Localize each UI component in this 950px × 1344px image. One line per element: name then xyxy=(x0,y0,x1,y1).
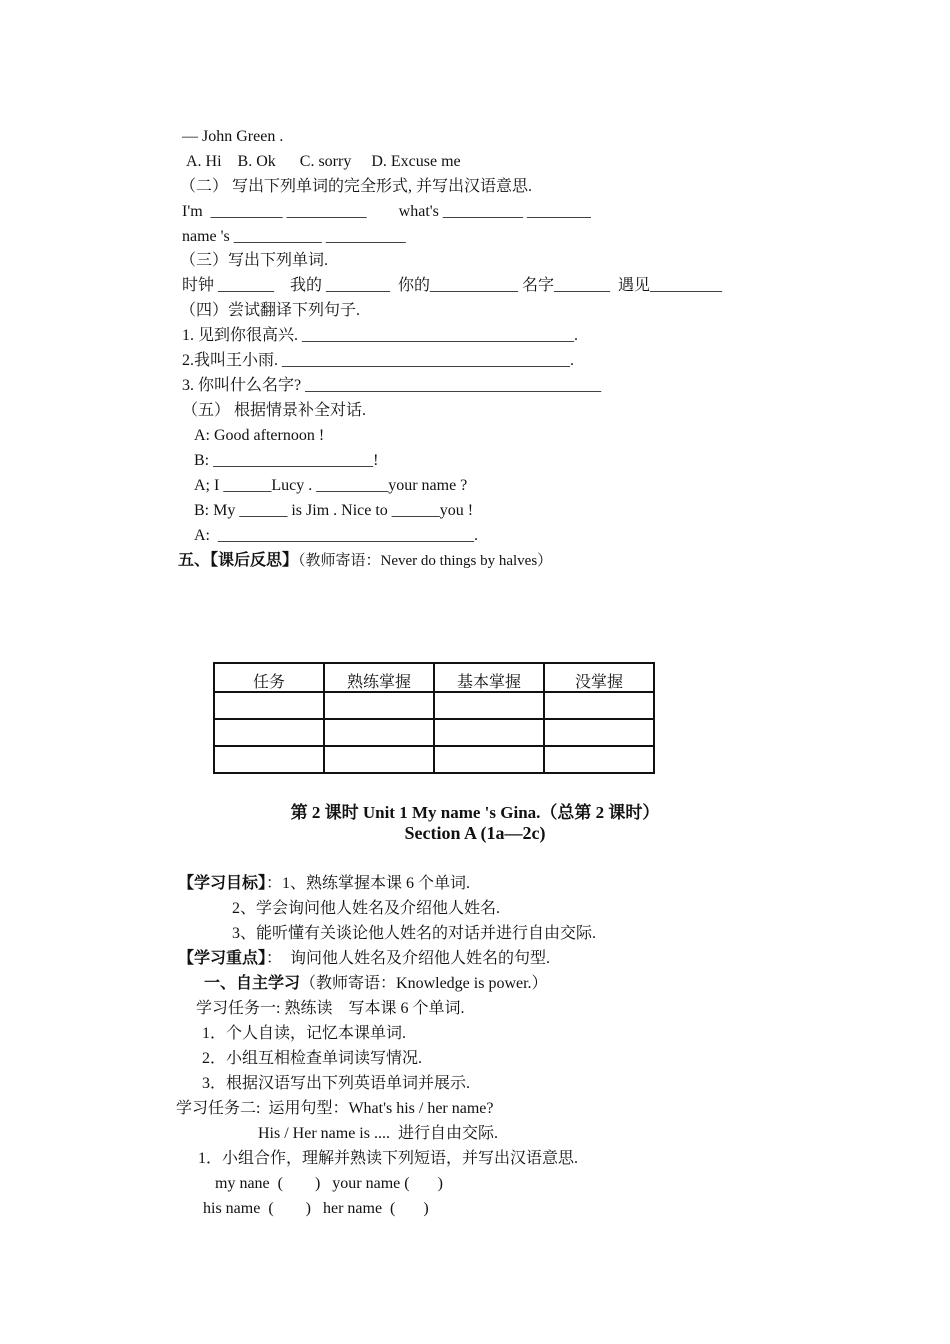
table-cell xyxy=(324,719,434,746)
answer-options: A. Hi B. Ok C. sorry D. Excuse me xyxy=(186,153,461,170)
table-cell xyxy=(214,692,324,719)
table-cell xyxy=(434,719,544,746)
goal-3: 3、能听懂有关谈论他人姓名的对话并进行自由交际. xyxy=(232,925,597,942)
key-text: ： 询问他人姓名及介绍他人姓名的句型. xyxy=(266,950,551,967)
phrase-line-1: my nane ( ) your name ( ) xyxy=(215,1175,443,1192)
dialog-line-2: B: ____________________! xyxy=(194,452,379,469)
goals-label: 【学习目标】 xyxy=(178,875,267,892)
table-header-cell: 任务 xyxy=(214,663,324,692)
translate-2: 2.我叫王小雨. ____________________________________. xyxy=(182,352,575,369)
table-cell xyxy=(544,692,654,719)
section-2-line-1: I'm _________ __________ what's __________ ________ xyxy=(182,203,591,220)
key-label: 【学习重点】 xyxy=(178,950,267,967)
self-study-label: 一、自主学习 xyxy=(204,975,301,992)
section-3-title: （三）写出下列单词. xyxy=(180,252,329,269)
task-2-title: 学习任务二: 运用句型：What's his / her name? xyxy=(176,1100,494,1117)
table-cell xyxy=(434,746,544,773)
key-points xyxy=(178,949,550,969)
section-subtitle: Section A (1a—2c) xyxy=(404,823,546,843)
task-1-step-2: 2．小组互相检查单词读写情况. xyxy=(202,1050,423,1067)
self-study-note: （教师寄语：Knowledge is power.） xyxy=(300,975,548,992)
table-cell xyxy=(544,746,654,773)
section-4-title: （四）尝试翻译下列句子. xyxy=(180,302,361,319)
reflection-label: 五、【课后反思】 xyxy=(178,552,299,569)
dialog-line-3: A; I ______Lucy . _________your name ? xyxy=(194,477,468,494)
phrase-line-2: his name ( ) her name ( ) xyxy=(203,1200,429,1217)
translate-1: 1. 见到你很高兴. __________________________________. xyxy=(182,327,579,344)
dialog-line-1: A: Good afternoon ! xyxy=(194,427,325,444)
goal-1: ：1、熟练掌握本课 6 个单词. xyxy=(266,875,471,892)
task-1-step-3: 3．根据汉语写出下列英语单词并展示. xyxy=(202,1075,471,1092)
table-header-cell: 没掌握 xyxy=(544,663,654,692)
table-cell xyxy=(434,692,544,719)
table-cell xyxy=(324,746,434,773)
section-5-title: （五） 根据情景补全对话. xyxy=(182,402,367,419)
reflection-note: （教师寄语：Never do things by halves） xyxy=(298,553,553,569)
dialog-line-5: A: ________________________________. xyxy=(194,527,478,544)
task-2-pattern: His / Her name is .... 进行自由交际. xyxy=(258,1125,498,1142)
table-header-row xyxy=(214,663,654,692)
table-cell xyxy=(214,746,324,773)
table-row xyxy=(214,692,654,719)
translate-3: 3. 你叫什么名字? _____________________________________ xyxy=(182,377,602,394)
table-cell xyxy=(214,719,324,746)
section-2-title: （二） 写出下列单词的完全形式, 并写出汉语意思. xyxy=(180,178,533,195)
question-ending: — John Green . xyxy=(182,128,284,145)
lesson-title: 第 2 课时 Unit 1 My name 's Gina.（总第 2 课时） xyxy=(290,803,660,822)
table-header-cell: 基本掌握 xyxy=(434,663,544,692)
self-study-heading xyxy=(204,974,548,994)
self-evaluation-table xyxy=(213,662,655,774)
task-2-step-1: 1．小组合作，理解并熟读下列短语，并写出汉语意思. xyxy=(198,1150,579,1167)
task-1-title: 学习任务一: 熟练读 写本课 6 个单词. xyxy=(196,1000,465,1017)
reflection-heading xyxy=(178,551,552,571)
table-row xyxy=(214,719,654,746)
dialog-line-4: B: My ______ is Jim . Nice to ______you ! xyxy=(194,502,474,519)
table-cell xyxy=(544,719,654,746)
table-header-cell: 熟练掌握 xyxy=(324,663,434,692)
goal-2: 2、学会询问他人姓名及介绍他人姓名. xyxy=(232,900,501,917)
task-1-step-1: 1．个人自读，记忆本课单词. xyxy=(202,1025,407,1042)
table-cell xyxy=(324,692,434,719)
section-3-line: 时钟 _______ 我的 ________ 你的___________ 名字_______ 遇见_________ xyxy=(182,277,723,294)
goals-line-1 xyxy=(178,874,470,894)
table-row xyxy=(214,746,654,773)
section-2-line-2: name 's ___________ __________ xyxy=(182,228,406,245)
